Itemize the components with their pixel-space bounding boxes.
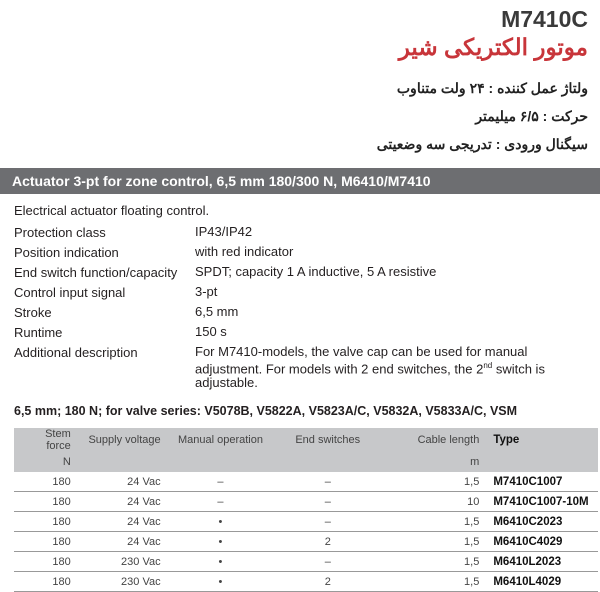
table-cell: • [167,572,275,592]
table-cell: – [274,552,381,572]
table-cell: 24 Vac [77,532,167,552]
table-cell: M6410C2023 [485,512,598,532]
column-unit [77,452,167,472]
table-cell: • [167,512,275,532]
spec-value: with red indicator [195,244,294,259]
table-cell: 180 [14,532,77,552]
product-table [14,428,598,592]
table-row [14,552,598,572]
table-cell: 2 [274,532,381,552]
persian-voltage-line: ولتاژ عمل کننده : ۲۴ ولت متناوب [396,80,588,96]
spec-label: End switch function/capacity [14,265,178,280]
table-row [14,572,598,592]
persian-signal-line: سیگنال ورودی : تدریجی سه وضعیتی [376,136,588,152]
table-cell: 180 [14,572,77,592]
table-cell: – [274,512,381,532]
spec-label: Stroke [14,305,52,320]
column-header: End switches [274,428,381,452]
column-unit [274,452,381,472]
table-cell: 2 [274,572,381,592]
table-cell: – [274,472,381,492]
table-cell: 180 [14,512,77,532]
table-cell: 1,5 [381,552,485,572]
spec-label: Protection class [14,225,106,240]
table-row [14,532,598,552]
table-cell: M7410C1007-10M [485,492,598,512]
table-cell: 230 Vac [77,572,167,592]
table-cell: • [167,552,275,572]
column-unit: m [381,452,485,472]
table-cell: 24 Vac [77,512,167,532]
table-cell: – [167,472,275,492]
table-row [14,512,598,532]
spec-value: IP43/IP42 [195,224,253,239]
persian-title: موتور الکتریکی شیر [398,34,588,60]
model-title: M7410C [501,6,588,32]
table-cell: 230 Vac [77,552,167,572]
spec-label: Control input signal [14,285,126,300]
table-cell: M6410C4029 [485,532,598,552]
table-cell: 24 Vac [77,492,167,512]
spec-value: 150 s [195,324,227,339]
table-cell: • [167,532,275,552]
table-cell: 1,5 [381,532,485,552]
table-cell: 10 [381,492,485,512]
spec-value: 6,5 mm [195,304,239,319]
spec-value: SPDT; capacity 1 A inductive, 5 A resistive [195,264,437,279]
table-cell: – [167,492,275,512]
table-cell: 1,5 [381,572,485,592]
column-unit: N [14,452,77,472]
column-header: Cable length [381,428,485,452]
column-unit [167,452,275,472]
table-cell: 1,5 [381,512,485,532]
intro-text: Electrical actuator floating control. [14,203,210,218]
column-header: Type [485,428,598,452]
table-cell: M6410L2023 [485,552,598,572]
table-cell: M6410L4029 [485,572,598,592]
spec-label: Runtime [14,325,63,340]
table-cell: – [274,492,381,512]
spec-label: Position indication [14,245,119,260]
column-unit [485,452,598,472]
table-cell: 180 [14,472,77,492]
table-row [14,492,598,512]
series-heading: 6,5 mm; 180 N; for valve series: V5078B, V5822A, V5823A/C, V5832A, V5833A/C, VSM [14,404,518,418]
table-cell: 180 [14,492,77,512]
table-cell: M7410C1007 [485,472,598,492]
table-row [14,472,598,492]
table-cell: 24 Vac [77,472,167,492]
column-header: Stem force [14,428,77,452]
spec-value: For M7410-models, the valve cap can be used for manual adjustment. For models with 2 end switches, the 2nd switch is adjustable. [195,344,545,391]
table-cell: 180 [14,552,77,572]
section-title-bar: Actuator 3-pt for zone control, 6,5 mm 180/300 N, M6410/M7410 [0,168,600,194]
spec-label: Additional description [14,345,138,360]
table-cell: 1,5 [381,472,485,492]
column-header: Supply voltage [77,428,167,452]
persian-stroke-line: حرکت : ۶/۵ میلیمتر [475,108,588,124]
spec-value: 3-pt [195,284,218,299]
column-header: Manual operation [167,428,275,452]
